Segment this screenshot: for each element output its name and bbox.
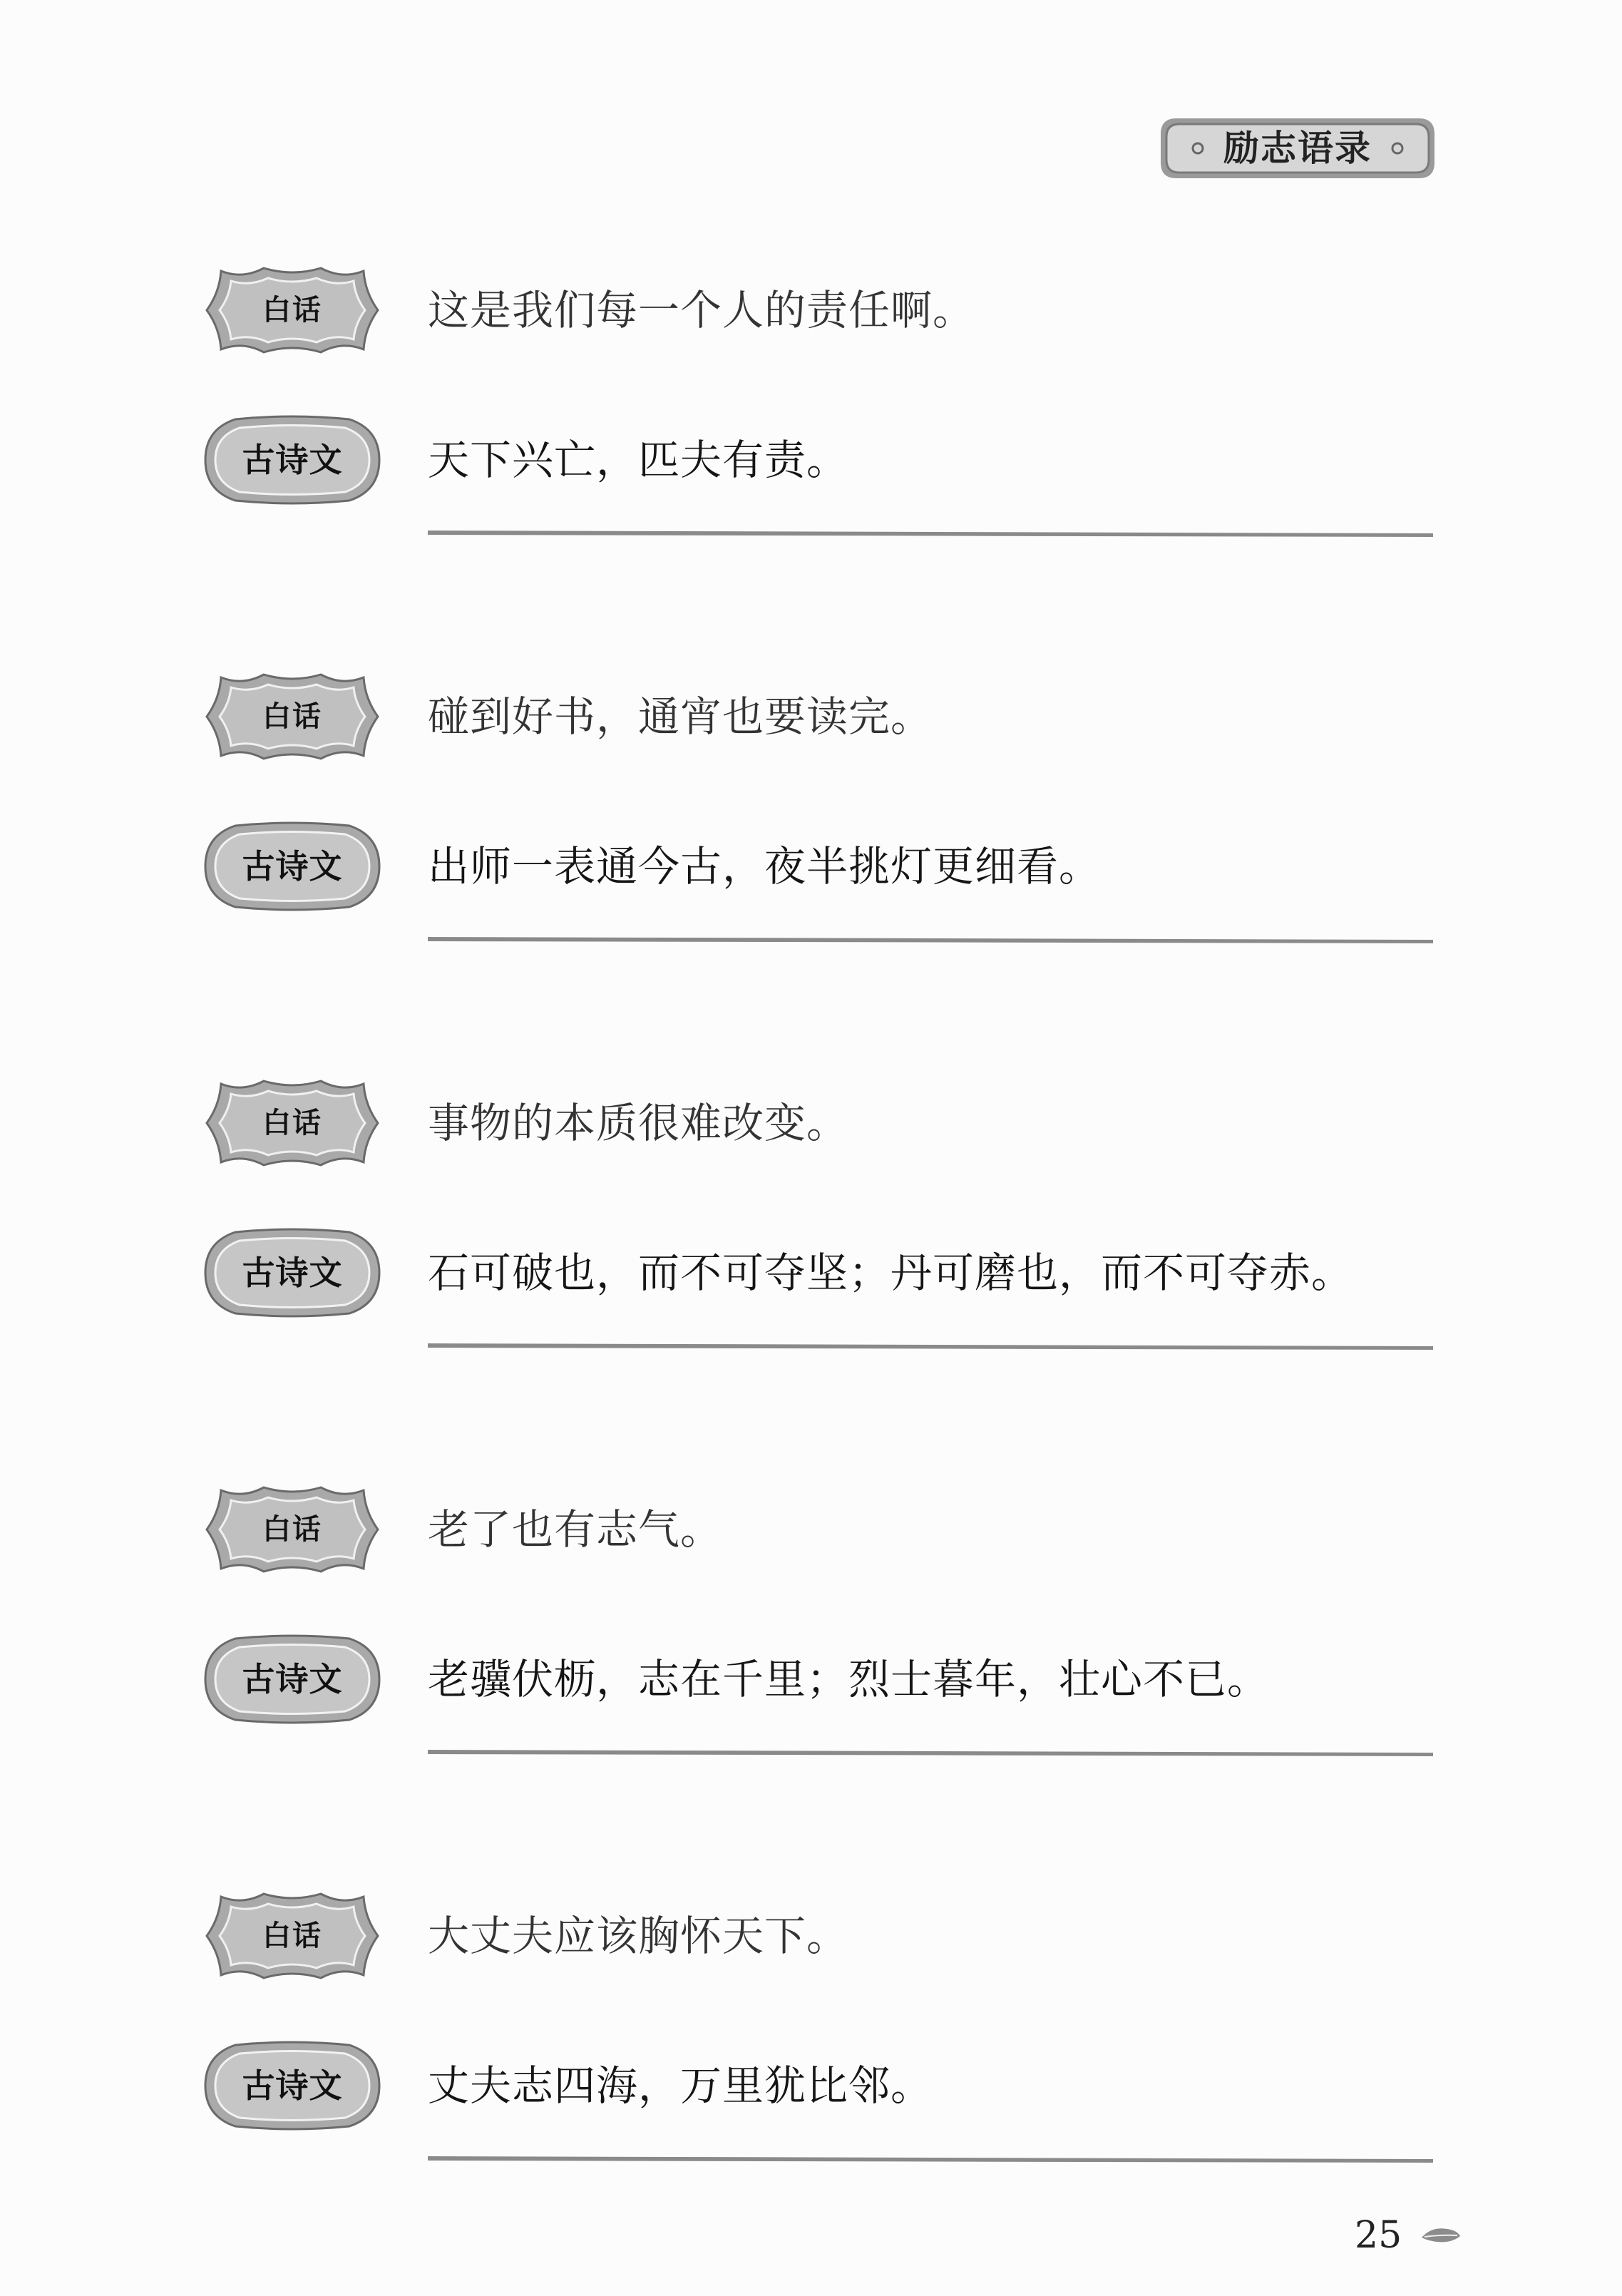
quote-entry: [200, 670, 1440, 984]
divider-line: [428, 528, 1433, 538]
baihua-sentence: 这是我们每一个人的责任啊。: [428, 286, 975, 334]
gushiwen-label: 古诗文: [242, 441, 343, 479]
quote-entry: [200, 1890, 1440, 2203]
gushiwen-row: [200, 1633, 1440, 1726]
leaf-ornament-icon: [1419, 2223, 1462, 2248]
gushiwen-badge: [200, 820, 385, 913]
gushiwen-badge: [200, 1226, 385, 1319]
page-number: 25: [1355, 2214, 1402, 2257]
baihua-row: [200, 264, 1440, 357]
baihua-badge: [200, 1890, 385, 1982]
quote-entry: [200, 1077, 1440, 1390]
baihua-label: 白话: [262, 1920, 322, 1952]
divider-line: [428, 1747, 1433, 1757]
divider-line: [428, 1341, 1433, 1351]
gushiwen-row: [200, 1226, 1440, 1319]
baihua-row: [200, 1483, 1440, 1576]
gushiwen-sentence: 石可破也，而不可夺坚；丹可磨也，而不可夺赤。: [428, 1249, 1354, 1297]
baihua-sentence: 碰到好书，通宵也要读完。: [428, 692, 933, 741]
divider-line: [428, 934, 1433, 944]
baihua-label: 白话: [262, 1107, 322, 1139]
gushiwen-sentence: 天下兴亡，匹夫有责。: [428, 436, 849, 484]
baihua-row: [200, 1890, 1440, 1982]
baihua-badge: [200, 1483, 385, 1576]
quote-entry: [200, 264, 1440, 578]
gushiwen-sentence: 老骥伏枥，志在千里；烈士暮年，壮心不已。: [428, 1655, 1270, 1703]
baihua-sentence: 事物的本质很难改变。: [428, 1099, 849, 1147]
gushiwen-row: [200, 820, 1440, 913]
baihua-label: 白话: [262, 1513, 322, 1546]
gushiwen-badge: [200, 414, 385, 506]
gushiwen-label: 古诗文: [242, 1254, 343, 1292]
baihua-label: 白话: [262, 700, 322, 733]
gushiwen-label: 古诗文: [242, 847, 343, 886]
baihua-badge: [200, 670, 385, 763]
baihua-sentence: 大丈夫应该胸怀天下。: [428, 1912, 849, 1960]
baihua-row: [200, 1077, 1440, 1169]
gushiwen-sentence: 出师一表通今古，夜半挑灯更细看。: [428, 842, 1102, 891]
gushiwen-label: 古诗文: [242, 2066, 343, 2105]
baihua-sentence: 老了也有志气。: [428, 1505, 723, 1554]
gushiwen-badge: [200, 1633, 385, 1726]
gushiwen-sentence: 丈夫志四海，万里犹比邻。: [428, 2061, 933, 2110]
section-tag-label: 励志语录: [1223, 128, 1372, 169]
gushiwen-badge: [200, 2039, 385, 2132]
gushiwen-row: [200, 414, 1440, 506]
baihua-label: 白话: [262, 294, 322, 327]
quote-entry: [200, 1483, 1440, 1797]
section-tag: [1155, 113, 1440, 184]
gushiwen-row: [200, 2039, 1440, 2132]
baihua-badge: [200, 1077, 385, 1169]
gushiwen-label: 古诗文: [242, 1660, 343, 1698]
baihua-row: [200, 670, 1440, 763]
divider-line: [428, 2153, 1433, 2163]
baihua-badge: [200, 264, 385, 357]
